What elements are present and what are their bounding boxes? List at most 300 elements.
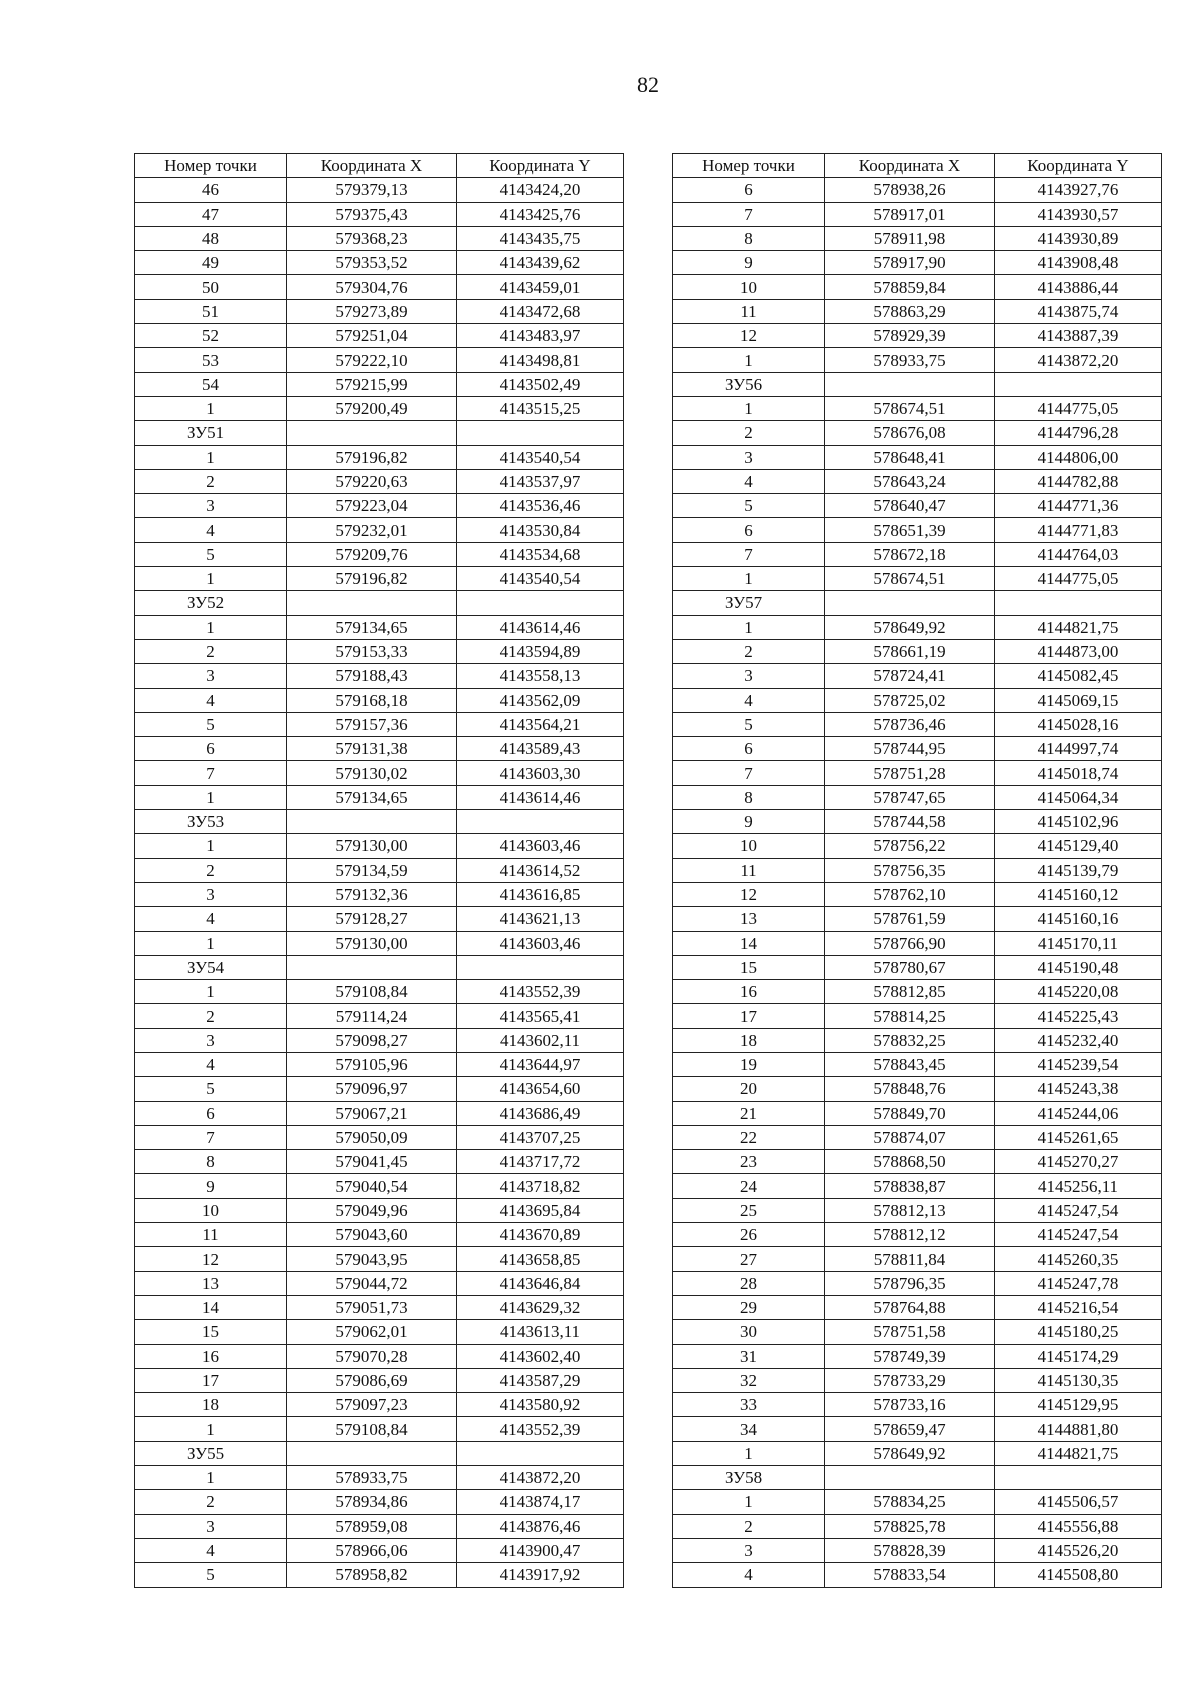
point-number-cell: 11: [135, 1223, 287, 1247]
coordinate-y-cell: 4145225,43: [995, 1004, 1162, 1028]
point-number-cell: 1: [135, 785, 287, 809]
coordinate-x-cell: 579130,00: [287, 834, 457, 858]
point-number-cell: 11: [673, 299, 825, 323]
coordinate-y-cell: 4143872,20: [457, 1466, 624, 1490]
coordinate-x-cell: 578848,76: [825, 1077, 995, 1101]
coordinate-y-cell: 4145180,25: [995, 1320, 1162, 1344]
coordinate-x-cell: 579049,96: [287, 1198, 457, 1222]
point-number-cell: 4: [135, 1052, 287, 1076]
coordinate-y-cell: 4143530,84: [457, 518, 624, 542]
coordinate-x-cell: 578751,28: [825, 761, 995, 785]
coordinate-y-cell: 4143552,39: [457, 980, 624, 1004]
column-header-coordinate-y: Координата Y: [995, 154, 1162, 178]
point-number-cell: 3: [673, 664, 825, 688]
point-number-cell: 4: [673, 469, 825, 493]
table-row: [135, 494, 624, 518]
coordinate-x-cell: 578812,12: [825, 1223, 995, 1247]
coordinate-y-cell: 4145261,65: [995, 1125, 1162, 1149]
coordinate-x-cell: 578756,35: [825, 858, 995, 882]
coordinate-y-cell: 4143562,09: [457, 688, 624, 712]
coordinate-y-cell: 4145170,11: [995, 931, 1162, 955]
coordinate-x-cell: 579209,76: [287, 542, 457, 566]
table-row: [135, 1320, 624, 1344]
coordinate-x-cell: 578674,51: [825, 567, 995, 591]
coordinate-x-cell: 578733,29: [825, 1368, 995, 1392]
table-row: [135, 1393, 624, 1417]
coordinate-y-cell: 4143616,85: [457, 882, 624, 906]
point-number-cell: 4: [135, 907, 287, 931]
point-number-cell: 1: [673, 348, 825, 372]
table-row: [135, 907, 624, 931]
coordinate-y-cell: 4145243,38: [995, 1077, 1162, 1101]
table-row: [673, 1563, 1162, 1587]
point-number-cell: 2: [135, 1490, 287, 1514]
coordinate-x-cell: 578811,84: [825, 1247, 995, 1271]
coordinate-y-cell: 4143900,47: [457, 1538, 624, 1562]
coordinate-x-cell: 578838,87: [825, 1174, 995, 1198]
parcel-label-cell: ЗУ52: [135, 591, 287, 615]
point-number-cell: 5: [135, 542, 287, 566]
coordinate-y-cell: 4143594,89: [457, 639, 624, 663]
coordinate-x-cell: 578859,84: [825, 275, 995, 299]
point-number-cell: 6: [673, 737, 825, 761]
coordinate-x-cell: 579232,01: [287, 518, 457, 542]
coordinate-y-cell: 4145216,54: [995, 1295, 1162, 1319]
coordinate-x-cell: 578911,98: [825, 226, 995, 250]
coordinate-x-cell: 579062,01: [287, 1320, 457, 1344]
coordinate-x-cell: 578659,47: [825, 1417, 995, 1441]
coordinate-y-cell: 4143552,39: [457, 1417, 624, 1441]
coordinate-x-cell: 578672,18: [825, 542, 995, 566]
coordinate-y-cell: 4143603,46: [457, 834, 624, 858]
point-number-cell: 10: [673, 275, 825, 299]
point-number-cell: 46: [135, 178, 287, 202]
coordinate-y-cell: 4143614,46: [457, 785, 624, 809]
point-number-cell: 8: [135, 1150, 287, 1174]
coordinate-x-cell: 579220,63: [287, 469, 457, 493]
point-number-cell: 2: [673, 421, 825, 445]
table-row: [135, 858, 624, 882]
coordinate-y-cell: 4144881,80: [995, 1417, 1162, 1441]
coordinates-table-right: [672, 153, 1162, 1588]
coordinate-x-cell: 579131,38: [287, 737, 457, 761]
parcel-group-row: [135, 421, 624, 445]
coordinate-y-cell: 4143424,20: [457, 178, 624, 202]
coordinate-x-cell: 579070,28: [287, 1344, 457, 1368]
coordinate-x-cell: 578649,92: [825, 1441, 995, 1465]
table-row: [673, 882, 1162, 906]
table-header-row: [135, 154, 624, 178]
table-row: [135, 882, 624, 906]
point-number-cell: 1: [673, 396, 825, 420]
coordinate-x-cell: 579096,97: [287, 1077, 457, 1101]
point-number-cell: 1: [135, 1417, 287, 1441]
coordinate-y-cell: 4143540,54: [457, 567, 624, 591]
point-number-cell: 17: [673, 1004, 825, 1028]
point-number-cell: 14: [673, 931, 825, 955]
table-row: [135, 396, 624, 420]
coordinate-x-cell: 579043,60: [287, 1223, 457, 1247]
coordinate-x-cell: 578751,58: [825, 1320, 995, 1344]
point-number-cell: 16: [135, 1344, 287, 1368]
point-number-cell: 32: [673, 1368, 825, 1392]
point-number-cell: 7: [135, 761, 287, 785]
coordinate-x-cell: 578917,01: [825, 202, 995, 226]
coordinate-x-cell: 578725,02: [825, 688, 995, 712]
coordinate-y-cell: 4145247,78: [995, 1271, 1162, 1295]
coordinate-y-cell: 4143930,89: [995, 226, 1162, 250]
point-number-cell: 30: [673, 1320, 825, 1344]
coordinate-x-cell: 578674,51: [825, 396, 995, 420]
coordinate-x-cell: 578744,95: [825, 737, 995, 761]
coordinate-y-cell: [995, 591, 1162, 615]
point-number-cell: 1: [673, 615, 825, 639]
point-number-cell: 1: [135, 834, 287, 858]
coordinate-y-cell: 4143536,46: [457, 494, 624, 518]
coordinate-y-cell: 4143589,43: [457, 737, 624, 761]
point-number-cell: 2: [673, 639, 825, 663]
table-row: [135, 1198, 624, 1222]
table-row: [673, 737, 1162, 761]
table-row: [673, 1174, 1162, 1198]
coordinate-y-cell: 4143558,13: [457, 664, 624, 688]
parcel-group-row: [135, 955, 624, 979]
coordinate-x-cell: 578934,86: [287, 1490, 457, 1514]
coordinate-x-cell: 579200,49: [287, 396, 457, 420]
coordinate-x-cell: 578868,50: [825, 1150, 995, 1174]
coordinate-y-cell: 4145018,74: [995, 761, 1162, 785]
point-number-cell: 5: [673, 712, 825, 736]
point-number-cell: 9: [673, 251, 825, 275]
coordinate-x-cell: 578833,54: [825, 1563, 995, 1587]
table-row: [135, 1101, 624, 1125]
point-number-cell: 53: [135, 348, 287, 372]
parcel-label-cell: ЗУ54: [135, 955, 287, 979]
coordinate-y-cell: 4143613,11: [457, 1320, 624, 1344]
coordinate-y-cell: [457, 955, 624, 979]
coordinate-x-cell: 579223,04: [287, 494, 457, 518]
coordinate-x-cell: 578874,07: [825, 1125, 995, 1149]
point-number-cell: 18: [673, 1028, 825, 1052]
coordinate-y-cell: 4143717,72: [457, 1150, 624, 1174]
point-number-cell: 4: [135, 688, 287, 712]
point-number-cell: 12: [135, 1247, 287, 1271]
coordinate-x-cell: 578747,65: [825, 785, 995, 809]
table-header-row: [673, 154, 1162, 178]
coordinate-y-cell: 4145190,48: [995, 955, 1162, 979]
table-row: [673, 1368, 1162, 1392]
coordinate-y-cell: 4145064,34: [995, 785, 1162, 809]
coordinate-x-cell: 578863,29: [825, 299, 995, 323]
point-number-cell: 1: [135, 445, 287, 469]
coordinate-y-cell: 4143502,49: [457, 372, 624, 396]
coordinate-y-cell: 4143540,54: [457, 445, 624, 469]
coordinate-y-cell: 4145244,06: [995, 1101, 1162, 1125]
coordinate-x-cell: 579251,04: [287, 324, 457, 348]
table-row: [135, 639, 624, 663]
coordinate-y-cell: 4144775,05: [995, 567, 1162, 591]
point-number-cell: 5: [135, 712, 287, 736]
table-row: [135, 761, 624, 785]
table-row: [135, 1223, 624, 1247]
coordinate-x-cell: 578643,24: [825, 469, 995, 493]
point-number-cell: 6: [673, 178, 825, 202]
coordinate-x-cell: 578917,90: [825, 251, 995, 275]
coordinate-y-cell: 4143621,13: [457, 907, 624, 931]
table-row: [135, 785, 624, 809]
coordinate-y-cell: [457, 810, 624, 834]
parcel-label-cell: ЗУ58: [673, 1466, 825, 1490]
coordinate-x-cell: 579067,21: [287, 1101, 457, 1125]
column-header-coordinate-x: Координата X: [287, 154, 457, 178]
point-number-cell: 4: [673, 1563, 825, 1587]
coordinate-x-cell: 579196,82: [287, 445, 457, 469]
table-row: [673, 1271, 1162, 1295]
coordinate-x-cell: 579168,18: [287, 688, 457, 712]
point-number-cell: 1: [673, 567, 825, 591]
coordinate-y-cell: 4144821,75: [995, 615, 1162, 639]
coordinate-y-cell: 4145247,54: [995, 1198, 1162, 1222]
table-row: [673, 810, 1162, 834]
coordinate-x-cell: [287, 591, 457, 615]
table-row: [135, 518, 624, 542]
table-row: [673, 785, 1162, 809]
coordinate-x-cell: 579304,76: [287, 275, 457, 299]
coordinate-y-cell: 4145160,12: [995, 882, 1162, 906]
table-row: [673, 1295, 1162, 1319]
table-row: [135, 737, 624, 761]
coordinate-y-cell: 4144775,05: [995, 396, 1162, 420]
coordinate-y-cell: 4143565,41: [457, 1004, 624, 1028]
coordinate-y-cell: 4143686,49: [457, 1101, 624, 1125]
table-row: [673, 251, 1162, 275]
table-row: [135, 1538, 624, 1562]
coordinate-x-cell: 579130,00: [287, 931, 457, 955]
table-row: [673, 1101, 1162, 1125]
coordinate-y-cell: 4144771,83: [995, 518, 1162, 542]
table-row: [673, 1320, 1162, 1344]
coordinate-y-cell: 4143886,44: [995, 275, 1162, 299]
coordinate-y-cell: 4143534,68: [457, 542, 624, 566]
coordinate-x-cell: 578749,39: [825, 1344, 995, 1368]
point-number-cell: 7: [673, 202, 825, 226]
table-row: [673, 1514, 1162, 1538]
coordinate-y-cell: 4143917,92: [457, 1563, 624, 1587]
coordinate-x-cell: 579044,72: [287, 1271, 457, 1295]
table-row: [135, 834, 624, 858]
point-number-cell: 12: [673, 324, 825, 348]
table-row: [135, 1174, 624, 1198]
table-row: [673, 858, 1162, 882]
coordinate-y-cell: 4145232,40: [995, 1028, 1162, 1052]
point-number-cell: 10: [673, 834, 825, 858]
point-number-cell: 3: [135, 664, 287, 688]
coordinate-y-cell: 4143670,89: [457, 1223, 624, 1247]
table-row: [673, 834, 1162, 858]
table-row: [673, 324, 1162, 348]
coordinate-y-cell: 4144771,36: [995, 494, 1162, 518]
coordinate-y-cell: 4143498,81: [457, 348, 624, 372]
coordinate-x-cell: 579273,89: [287, 299, 457, 323]
column-header-point-number: Номер точки: [673, 154, 825, 178]
point-number-cell: 48: [135, 226, 287, 250]
coordinate-y-cell: 4145239,54: [995, 1052, 1162, 1076]
coordinate-x-cell: 578814,25: [825, 1004, 995, 1028]
point-number-cell: 47: [135, 202, 287, 226]
coordinate-y-cell: 4143587,29: [457, 1368, 624, 1392]
table-row: [673, 712, 1162, 736]
point-number-cell: 5: [135, 1563, 287, 1587]
coordinate-y-cell: 4143537,97: [457, 469, 624, 493]
point-number-cell: 27: [673, 1247, 825, 1271]
table-row: [135, 688, 624, 712]
point-number-cell: 22: [673, 1125, 825, 1149]
coordinate-y-cell: 4143718,82: [457, 1174, 624, 1198]
table-row: [135, 1077, 624, 1101]
point-number-cell: 1: [135, 931, 287, 955]
table-row: [673, 226, 1162, 250]
point-number-cell: 21: [673, 1101, 825, 1125]
coordinate-x-cell: 578958,82: [287, 1563, 457, 1587]
point-number-cell: 49: [135, 251, 287, 275]
coordinate-x-cell: 579041,45: [287, 1150, 457, 1174]
table-row: [135, 1150, 624, 1174]
coordinate-x-cell: 579043,95: [287, 1247, 457, 1271]
coordinate-x-cell: 578736,46: [825, 712, 995, 736]
coordinate-y-cell: [457, 591, 624, 615]
coordinate-x-cell: 578651,39: [825, 518, 995, 542]
point-number-cell: 7: [673, 542, 825, 566]
coordinate-x-cell: 578812,13: [825, 1198, 995, 1222]
coordinate-y-cell: 4145508,80: [995, 1563, 1162, 1587]
table-row: [673, 567, 1162, 591]
coordinate-y-cell: 4145102,96: [995, 810, 1162, 834]
coordinate-x-cell: 579114,24: [287, 1004, 457, 1028]
coordinate-y-cell: 4143439,62: [457, 251, 624, 275]
point-number-cell: 1: [135, 615, 287, 639]
point-number-cell: 9: [135, 1174, 287, 1198]
coordinate-y-cell: 4143564,21: [457, 712, 624, 736]
coordinate-x-cell: 579108,84: [287, 980, 457, 1004]
table-row: [673, 688, 1162, 712]
coordinate-y-cell: 4143614,52: [457, 858, 624, 882]
point-number-cell: 1: [135, 1466, 287, 1490]
coordinate-y-cell: 4143654,60: [457, 1077, 624, 1101]
coordinate-x-cell: 579134,65: [287, 615, 457, 639]
table-row: [673, 615, 1162, 639]
table-row: [673, 396, 1162, 420]
table-row: [135, 615, 624, 639]
coordinate-x-cell: 579215,99: [287, 372, 457, 396]
coordinate-y-cell: 4145270,27: [995, 1150, 1162, 1174]
coordinate-y-cell: 4144764,03: [995, 542, 1162, 566]
coordinate-x-cell: 578849,70: [825, 1101, 995, 1125]
page-number: 82: [637, 72, 659, 97]
coordinate-y-cell: 4145220,08: [995, 980, 1162, 1004]
coordinate-x-cell: 579353,52: [287, 251, 457, 275]
parcel-group-row: [135, 1441, 624, 1465]
table-row: [135, 445, 624, 469]
table-row: [135, 299, 624, 323]
coordinate-x-cell: 578825,78: [825, 1514, 995, 1538]
coordinate-y-cell: 4143658,85: [457, 1247, 624, 1271]
coordinate-x-cell: 578796,35: [825, 1271, 995, 1295]
point-number-cell: 18: [135, 1393, 287, 1417]
coordinate-x-cell: 579108,84: [287, 1417, 457, 1441]
coordinate-y-cell: 4144806,00: [995, 445, 1162, 469]
point-number-cell: 4: [673, 688, 825, 712]
point-number-cell: 1: [673, 1441, 825, 1465]
table-row: [673, 664, 1162, 688]
coordinate-y-cell: 4145028,16: [995, 712, 1162, 736]
parcel-label-cell: ЗУ51: [135, 421, 287, 445]
table-body: [135, 178, 624, 1587]
table-row: [673, 178, 1162, 202]
table-row: [673, 202, 1162, 226]
table-row: [673, 1125, 1162, 1149]
parcel-group-row: [673, 591, 1162, 615]
coordinate-y-cell: 4144997,74: [995, 737, 1162, 761]
table-row: [135, 664, 624, 688]
coordinate-y-cell: 4144796,28: [995, 421, 1162, 445]
column-header-point-number: Номер точки: [135, 154, 287, 178]
coordinate-x-cell: 578832,25: [825, 1028, 995, 1052]
table-row: [135, 931, 624, 955]
point-number-cell: 50: [135, 275, 287, 299]
coordinate-x-cell: 578828,39: [825, 1538, 995, 1562]
coordinate-x-cell: 578843,45: [825, 1052, 995, 1076]
coordinate-y-cell: 4143874,17: [457, 1490, 624, 1514]
coordinate-x-cell: 578761,59: [825, 907, 995, 931]
coordinate-x-cell: 578762,10: [825, 882, 995, 906]
parcel-label-cell: ЗУ55: [135, 1441, 287, 1465]
coordinate-x-cell: 579134,65: [287, 785, 457, 809]
point-number-cell: 24: [673, 1174, 825, 1198]
coordinate-y-cell: [457, 1441, 624, 1465]
coordinate-x-cell: 578733,16: [825, 1393, 995, 1417]
table-row: [135, 1004, 624, 1028]
table-row: [135, 1368, 624, 1392]
point-number-cell: 19: [673, 1052, 825, 1076]
point-number-cell: 17: [135, 1368, 287, 1392]
coordinate-y-cell: 4143483,97: [457, 324, 624, 348]
coordinate-y-cell: 4143472,68: [457, 299, 624, 323]
table-row: [135, 1247, 624, 1271]
coordinate-y-cell: 4143927,76: [995, 178, 1162, 202]
parcel-group-row: [673, 372, 1162, 396]
point-number-cell: 7: [135, 1125, 287, 1149]
coordinate-x-cell: [287, 421, 457, 445]
point-number-cell: 6: [135, 1101, 287, 1125]
point-number-cell: 10: [135, 1198, 287, 1222]
coordinate-y-cell: 4145082,45: [995, 664, 1162, 688]
parcel-group-row: [135, 810, 624, 834]
point-number-cell: 28: [673, 1271, 825, 1295]
point-number-cell: 2: [135, 639, 287, 663]
table-row: [673, 494, 1162, 518]
point-number-cell: 6: [673, 518, 825, 542]
parcel-label-cell: ЗУ57: [673, 591, 825, 615]
point-number-cell: 31: [673, 1344, 825, 1368]
coordinate-x-cell: 579050,09: [287, 1125, 457, 1149]
parcel-label-cell: ЗУ53: [135, 810, 287, 834]
coordinate-y-cell: 4143580,92: [457, 1393, 624, 1417]
table-row: [135, 1271, 624, 1295]
point-number-cell: 3: [135, 1514, 287, 1538]
coordinate-x-cell: 578780,67: [825, 955, 995, 979]
coordinate-y-cell: 4143695,84: [457, 1198, 624, 1222]
coordinate-x-cell: 578649,92: [825, 615, 995, 639]
